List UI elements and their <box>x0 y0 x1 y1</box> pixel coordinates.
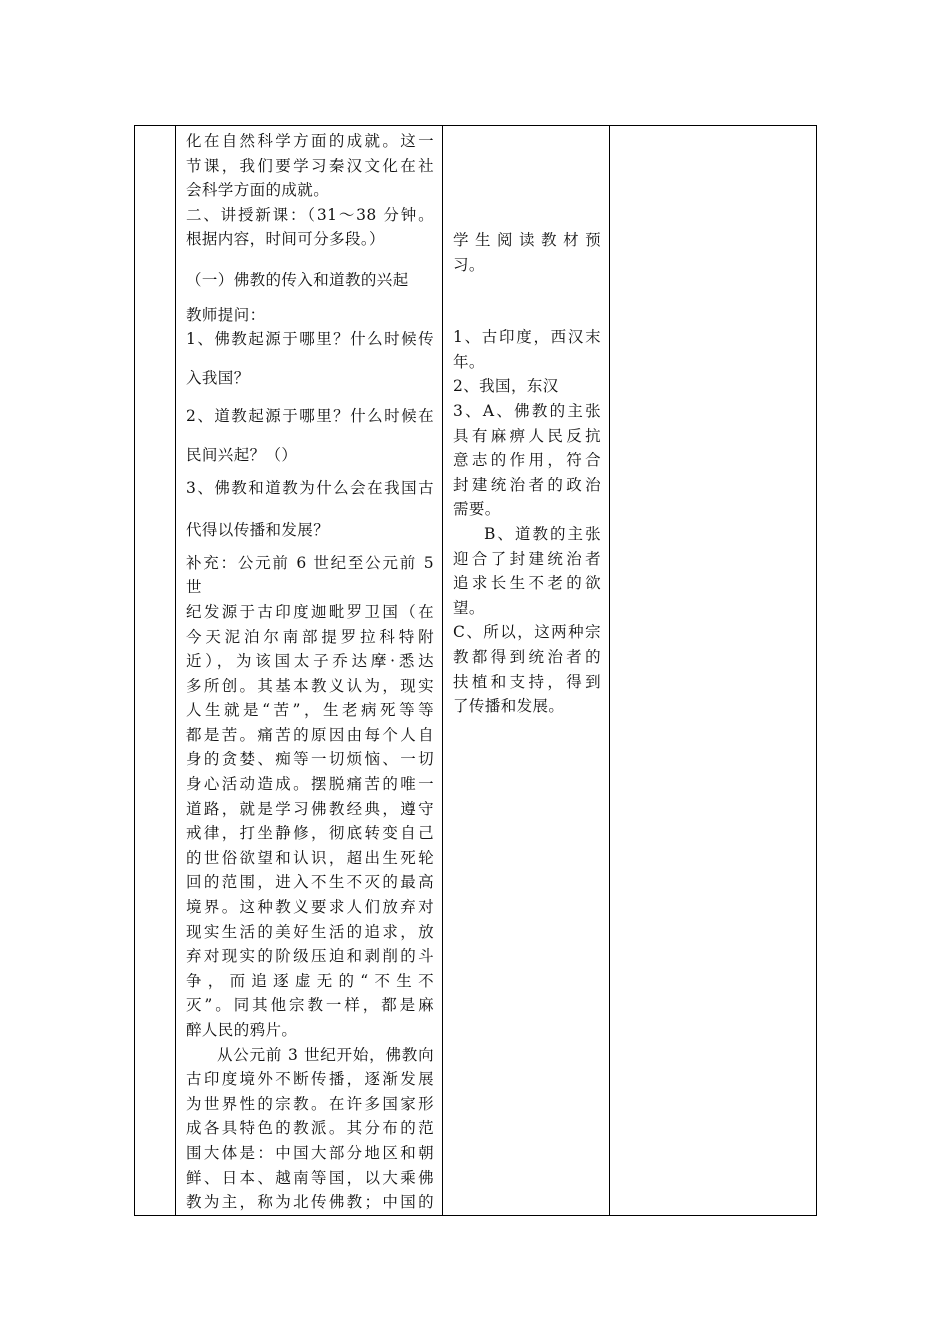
empty-column-4 <box>610 126 817 1216</box>
supplement-line: 境界。这种教义要求人们放弃对 <box>186 898 434 917</box>
answer-2: 2、我国，东汉 <box>453 377 559 396</box>
table-row <box>135 126 817 1216</box>
spread-line: 从公元前 3 世纪开始，佛教向 <box>217 1045 434 1064</box>
supplement-line: 近），为该国太子乔达摩·悉达 <box>186 652 434 671</box>
answer-1: 1、古印度，西汉末 <box>453 328 601 347</box>
answer-c-line: 扶植和支持，得到 <box>453 672 601 691</box>
supplement-line: 身的贪婪、痴等一切烦恼、一切 <box>186 750 434 769</box>
answer-3-line: 具有麻痹人民反抗 <box>453 426 601 445</box>
supplement-line: 纪发源于古印度迦毗罗卫国（在 <box>186 602 434 621</box>
intro-line: 节课，我们要学习秦汉文化在社 <box>186 156 434 175</box>
question-2-cont: 民间兴起？（） <box>186 445 298 464</box>
supplement-line: 争，而追逐虚无的“不生不 <box>186 971 434 990</box>
section-title: 根据内容，时间可分多段。） <box>186 230 385 249</box>
answer-3-line: 需要。 <box>453 500 501 519</box>
reading-note: 习。 <box>453 255 485 274</box>
supplement-line: 醉人民的鸦片。 <box>186 1021 298 1039</box>
answer-b-line: 追求长生不老的欲 <box>453 574 601 593</box>
answer-3-line: 3、A、佛教的主张 <box>453 401 601 420</box>
spread-line: 成各具特色的教派。其分布的范 <box>186 1119 434 1138</box>
subsection-heading: （一）佛教的传入和道教的兴起 <box>186 270 409 289</box>
intro-line: 会科学方面的成就。 <box>186 181 330 200</box>
supplement-line: 灭”。同其他宗教一样，都是麻 <box>186 996 434 1015</box>
supplement-line: 弃对现实的阶级压迫和剥削的斗 <box>186 947 434 966</box>
supplement-line: 道路，就是学习佛教经典，遵守 <box>186 799 434 818</box>
supplement-line: 现实生活的美好生活的追求，放 <box>186 922 434 941</box>
answer-3-line: 封建统治者的政治 <box>453 475 601 494</box>
question-1: 1、佛教起源于哪里？什么时候传 <box>186 330 434 349</box>
supplement-line: 回的范围，进入不生不灭的最高 <box>186 873 434 892</box>
student-activity-cell <box>443 126 610 1216</box>
supplement-line: 戒律，打坐静修，彻底转变自己 <box>186 824 434 843</box>
teaching-content-cell <box>176 126 443 1216</box>
intro-line: 化在自然科学方面的成就。这一 <box>186 132 434 150</box>
question-1-cont: 入我国？ <box>186 368 250 387</box>
section-title: 二、讲授新课：（31～38 分钟。 <box>186 205 434 224</box>
supplement-line: 人生就是“苦”，生老病死等等 <box>186 701 434 720</box>
answer-b-line: 望。 <box>453 598 485 617</box>
question-3: 3、佛教和道教为什么会在我国古 <box>186 478 434 497</box>
question-2: 2、道教起源于哪里？什么时候在 <box>186 407 434 426</box>
answer-1: 年。 <box>453 352 485 371</box>
spread-line: 鲜、日本、越南等国，以大乘佛 <box>186 1168 434 1187</box>
answer-b-line: 迎合了封建统治者 <box>453 549 601 568</box>
spread-line: 古印度境外不断传播，逐渐发展 <box>186 1070 434 1089</box>
question-3-cont: 代得以传播和发展？ <box>186 521 330 540</box>
answer-b-line: B、道教的主张 <box>484 524 601 543</box>
lesson-plan-table <box>134 125 817 1216</box>
empty-column-1 <box>135 126 176 1216</box>
supplement-line: 补充：公元前 6 世纪至公元前 5 世 <box>186 553 434 597</box>
answer-c-line: 了传播和发展。 <box>453 697 565 716</box>
supplement-line: 多所创。其基本教义认为，现实 <box>186 676 434 695</box>
answer-c-line: 教都得到统治者的 <box>453 647 601 666</box>
supplement-line: 身心活动造成。摆脱痛苦的唯一 <box>186 775 434 794</box>
supplement-line: 的世俗欲望和认识，超出生死轮 <box>186 848 434 867</box>
supplement-line: 都是苦。痛苦的原因由每个人自 <box>186 725 434 744</box>
spread-line: 教为主，称为北传佛教；中国的 <box>186 1193 434 1212</box>
answer-c-line: C、所以，这两种宗 <box>453 623 601 642</box>
reading-note: 学生阅读教材预 <box>453 231 601 249</box>
spread-line: 围大体是：中国大部分地区和朝 <box>186 1143 434 1162</box>
spread-line: 为世界性的宗教。在许多国家形 <box>186 1094 434 1113</box>
answer-3-line: 意志的作用，符合 <box>453 451 601 470</box>
teacher-question-label: 教师提问： <box>186 305 266 324</box>
supplement-line: 今天泥泊尔南部提罗拉科特附 <box>186 627 434 646</box>
